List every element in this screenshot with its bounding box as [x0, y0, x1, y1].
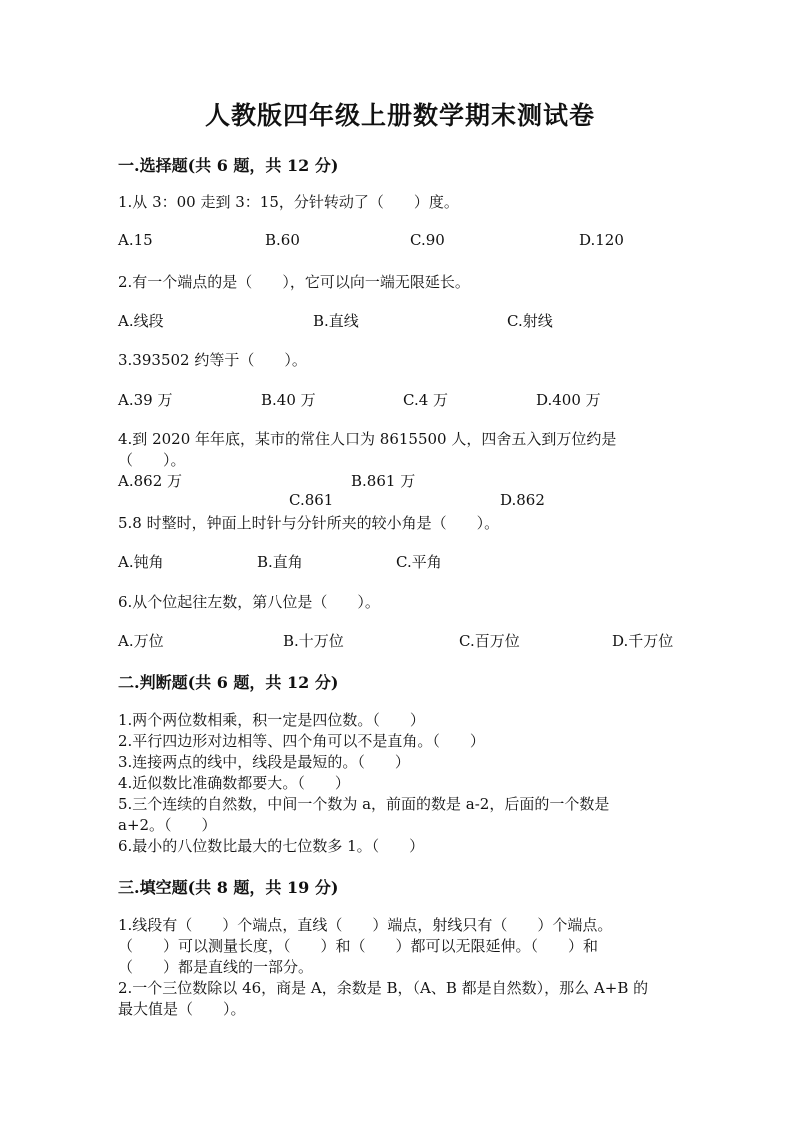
option-4d: D.862 — [500, 491, 545, 509]
judge-item-1: 1.两个两位数相乘，积一定是四位数。（ ） — [118, 711, 425, 729]
option-1d: D.120 — [579, 231, 624, 249]
option-3a: A.39 万 — [118, 391, 173, 409]
question-4-line1: 4.到 2020 年年底，某市的常住人口为 8615500 人，四舍五入到万位约是 — [118, 430, 617, 448]
option-3b: B.40 万 — [261, 391, 316, 409]
judge-item-4: 4.近似数比准确数都要大。（ ） — [118, 774, 350, 792]
option-6c: C.百万位 — [459, 632, 520, 650]
question-3: 3.393502 约等于（ ）。 — [118, 351, 307, 369]
option-5c: C.平角 — [396, 553, 442, 571]
option-2a: A.线段 — [118, 312, 164, 330]
option-6d: D.千万位 — [612, 632, 674, 650]
question-1: 1.从 3：00 走到 3：15，分针转动了（ ）度。 — [118, 193, 459, 211]
judge-item-2: 2.平行四边形对边相等、四个角可以不是直角。（ ） — [118, 732, 485, 750]
question-2: 2.有一个端点的是（ ），它可以向一端无限延长。 — [118, 273, 470, 291]
option-4c: C.861 — [289, 491, 334, 509]
option-2c: C.射线 — [507, 312, 553, 330]
option-1a: A.15 — [118, 231, 153, 249]
option-6a: A.万位 — [118, 632, 164, 650]
fill-line-3: （ ）都是直线的一部分。 — [118, 958, 314, 976]
option-5b: B.直角 — [257, 553, 303, 571]
fill-line-4: 2.一个三位数除以 46，商是 A，余数是 B，（A、B 都是自然数），那么 A+B 的 — [118, 979, 649, 997]
option-1c: C.90 — [410, 231, 445, 249]
question-6: 6.从个位起往左数，第八位是（ ）。 — [118, 593, 380, 611]
judge-item-6: 6.最小的八位数比最大的七位数多 1。（ ） — [118, 837, 425, 855]
fill-line-2: （ ）可以测量长度，（ ）和（ ）都可以无限延伸。（ ）和 — [118, 937, 599, 955]
option-3d: D.400 万 — [536, 391, 601, 409]
fill-line-5: 最大值是（ ）。 — [118, 1000, 246, 1018]
question-5: 5.8 时整时，钟面上时针与分针所夹的较小角是（ ）。 — [118, 514, 500, 532]
judge-item-5-line1: 5.三个连续的自然数，中间一个数为 a，前面的数是 a-2，后面的一个数是 — [118, 795, 610, 813]
page-title: 人教版四年级上册数学期末测试卷 — [204, 101, 595, 130]
option-5a: A.钝角 — [118, 553, 164, 571]
question-4-line2: （ ）。 — [118, 451, 186, 469]
option-3c: C.4 万 — [403, 391, 449, 409]
option-4b: B.861 万 — [351, 472, 416, 490]
option-6b: B.十万位 — [283, 632, 344, 650]
section-heading-fill: 三.填空题(共 8 题，共 19 分) — [118, 878, 339, 897]
option-2b: B.直线 — [313, 312, 359, 330]
option-1b: B.60 — [265, 231, 300, 249]
fill-line-1: 1.线段有（ ）个端点，直线（ ）端点，射线只有（ ）个端点。 — [118, 916, 613, 934]
option-4a: A.862 万 — [118, 472, 182, 490]
judge-item-5-line2: a+2。（ ） — [118, 816, 217, 834]
section-heading-judge: 二.判断题(共 6 题，共 12 分) — [118, 673, 339, 692]
judge-item-3: 3.连接两点的线中，线段是最短的。（ ） — [118, 753, 410, 771]
section-heading-choice: 一.选择题(共 6 题，共 12 分) — [118, 156, 339, 175]
